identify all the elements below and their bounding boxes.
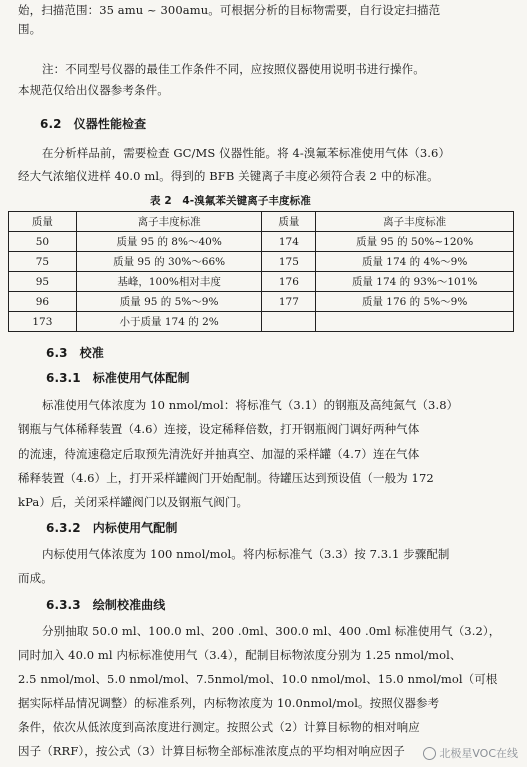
section-heading-6-2: 6.2 仪器性能检查: [40, 117, 147, 131]
wechat-icon: [423, 747, 436, 760]
table-cell: 质量 174 的 4%～9%: [316, 252, 514, 272]
text-line: 钢瓶与气体稀释装置（4.6）连接，设定稀释倍数，打开钢瓶阀门调好两种气体: [18, 422, 420, 436]
section-heading-6-3-3: 6.3.3 绘制校准曲线: [46, 598, 166, 612]
table-row: [9, 232, 514, 252]
text-line: 条件，依次从低浓度到高浓度进行测定。按照公式（2）计算目标物的相对响应: [18, 720, 420, 734]
text-line: 2.5 nmol/mol、5.0 nmol/mol、7.5nmol/mol、10.0 nmol/mol、15.0 nmol/mol（可根: [18, 672, 498, 686]
text-line: 同时加入 40.0 ml 内标标准使用气（3.4），配制目标物浓度分别为 1.25 nmol/mol、: [18, 648, 462, 662]
text-line: 内标使用气体浓度为 100 nmol/mol。将内标标准气（3.3）按 7.3.1 步骤配制: [42, 547, 450, 561]
table-cell: 质量 95 的 50%~120%: [316, 232, 514, 252]
text-line: 始，扫描范围：35 amu ~ 300amu。可根据分析的目标物需要，自行设定扫描范: [18, 3, 441, 17]
table-cell: 177: [262, 292, 316, 312]
text-line: 据实际样品情况调整）的标准系列，内标物浓度为 10.0nmol/mol。按照仪器参考: [18, 696, 440, 710]
table-cell: 75: [9, 252, 77, 272]
text-line: kPa）后，关闭采样罐阀门以及钢瓶气阀门。: [18, 495, 249, 509]
watermark: [420, 744, 521, 762]
text-line: 围。: [18, 22, 42, 36]
section-heading-6-3: 6.3 校准: [46, 346, 104, 360]
table-cell: 质量 95 的 8%～40%: [76, 232, 262, 252]
text-line: 经大气浓缩仪进样 40.0 ml。得到的 BFB 关键离子丰度必须符合表 2 中的标准。: [18, 169, 439, 183]
text-line: 的流速，待流速稳定后取预先清洗好并抽真空、加湿的采样罐（4.7）连在气体: [18, 447, 420, 461]
text-line: 因子（RRF），按公式（3）计算目标物全部标准浓度点的平均相对响应因子: [18, 744, 405, 758]
table-header-cell: 离子丰度标准: [76, 212, 262, 232]
table-row: [9, 272, 514, 292]
table-cell: 95: [9, 272, 77, 292]
watermark-text: 北极星VOC在线: [439, 747, 518, 760]
table-header-cell: 质量: [262, 212, 316, 232]
table-cell: 175: [262, 252, 316, 272]
text-line: 在分析样品前，需要检查 GC/MS 仪器性能。将 4-溴氟苯标准使用气体（3.6）: [42, 146, 451, 160]
table-cell: 173: [9, 312, 77, 332]
table-header-row: [9, 212, 514, 232]
table-cell: 质量 95 的 30%～66%: [76, 252, 262, 272]
note-line: 注：不同型号仪器的最佳工作条件不同，应按照仪器使用说明书进行操作。: [42, 62, 425, 76]
table-header-cell: 质量: [9, 212, 77, 232]
table-cell: 50: [9, 232, 77, 252]
table-cell: [316, 312, 514, 332]
table-cell: [262, 312, 316, 332]
table-cell: 质量 95 的 5%～9%: [76, 292, 262, 312]
text-line: 标准使用气体浓度为 10 nmol/mol：将标准气（3.1）的钢瓶及高纯氮气（3.8）: [42, 398, 459, 412]
table-cell: 质量 174 的 93%～101%: [316, 272, 514, 292]
section-heading-6-3-2: 6.3.2 内标使用气配制: [46, 521, 178, 535]
table-caption: 表 2 4-溴氟苯关键离子丰度标准: [150, 195, 311, 207]
table-cell: 基峰，100%相对丰度: [76, 272, 262, 292]
table-cell: 质量 176 的 5%～9%: [316, 292, 514, 312]
section-heading-6-3-1: 6.3.1 标准使用气体配制: [46, 371, 190, 385]
text-line: 而成。: [18, 571, 53, 585]
table-row: [9, 312, 514, 332]
note-line: 本规范仅给出仪器参考条件。: [18, 83, 169, 97]
table-cell: 174: [262, 232, 316, 252]
ion-abundance-table: [8, 211, 514, 332]
table-row: [9, 292, 514, 312]
text-line: 稀释装置（4.6）上，打开采样罐阀门开始配制。待罐压达到预设值（一般为 172: [18, 471, 434, 485]
table-header-cell: 离子丰度标准: [316, 212, 514, 232]
text-line: 分别抽取 50.0 ml、100.0 ml、200 .0ml、300.0 ml、400 .0ml 标准使用气（3.2），: [42, 624, 501, 638]
table-cell: 小于质量 174 的 2%: [76, 312, 262, 332]
table-row: [9, 252, 514, 272]
table-cell: 176: [262, 272, 316, 292]
table-cell: 96: [9, 292, 77, 312]
